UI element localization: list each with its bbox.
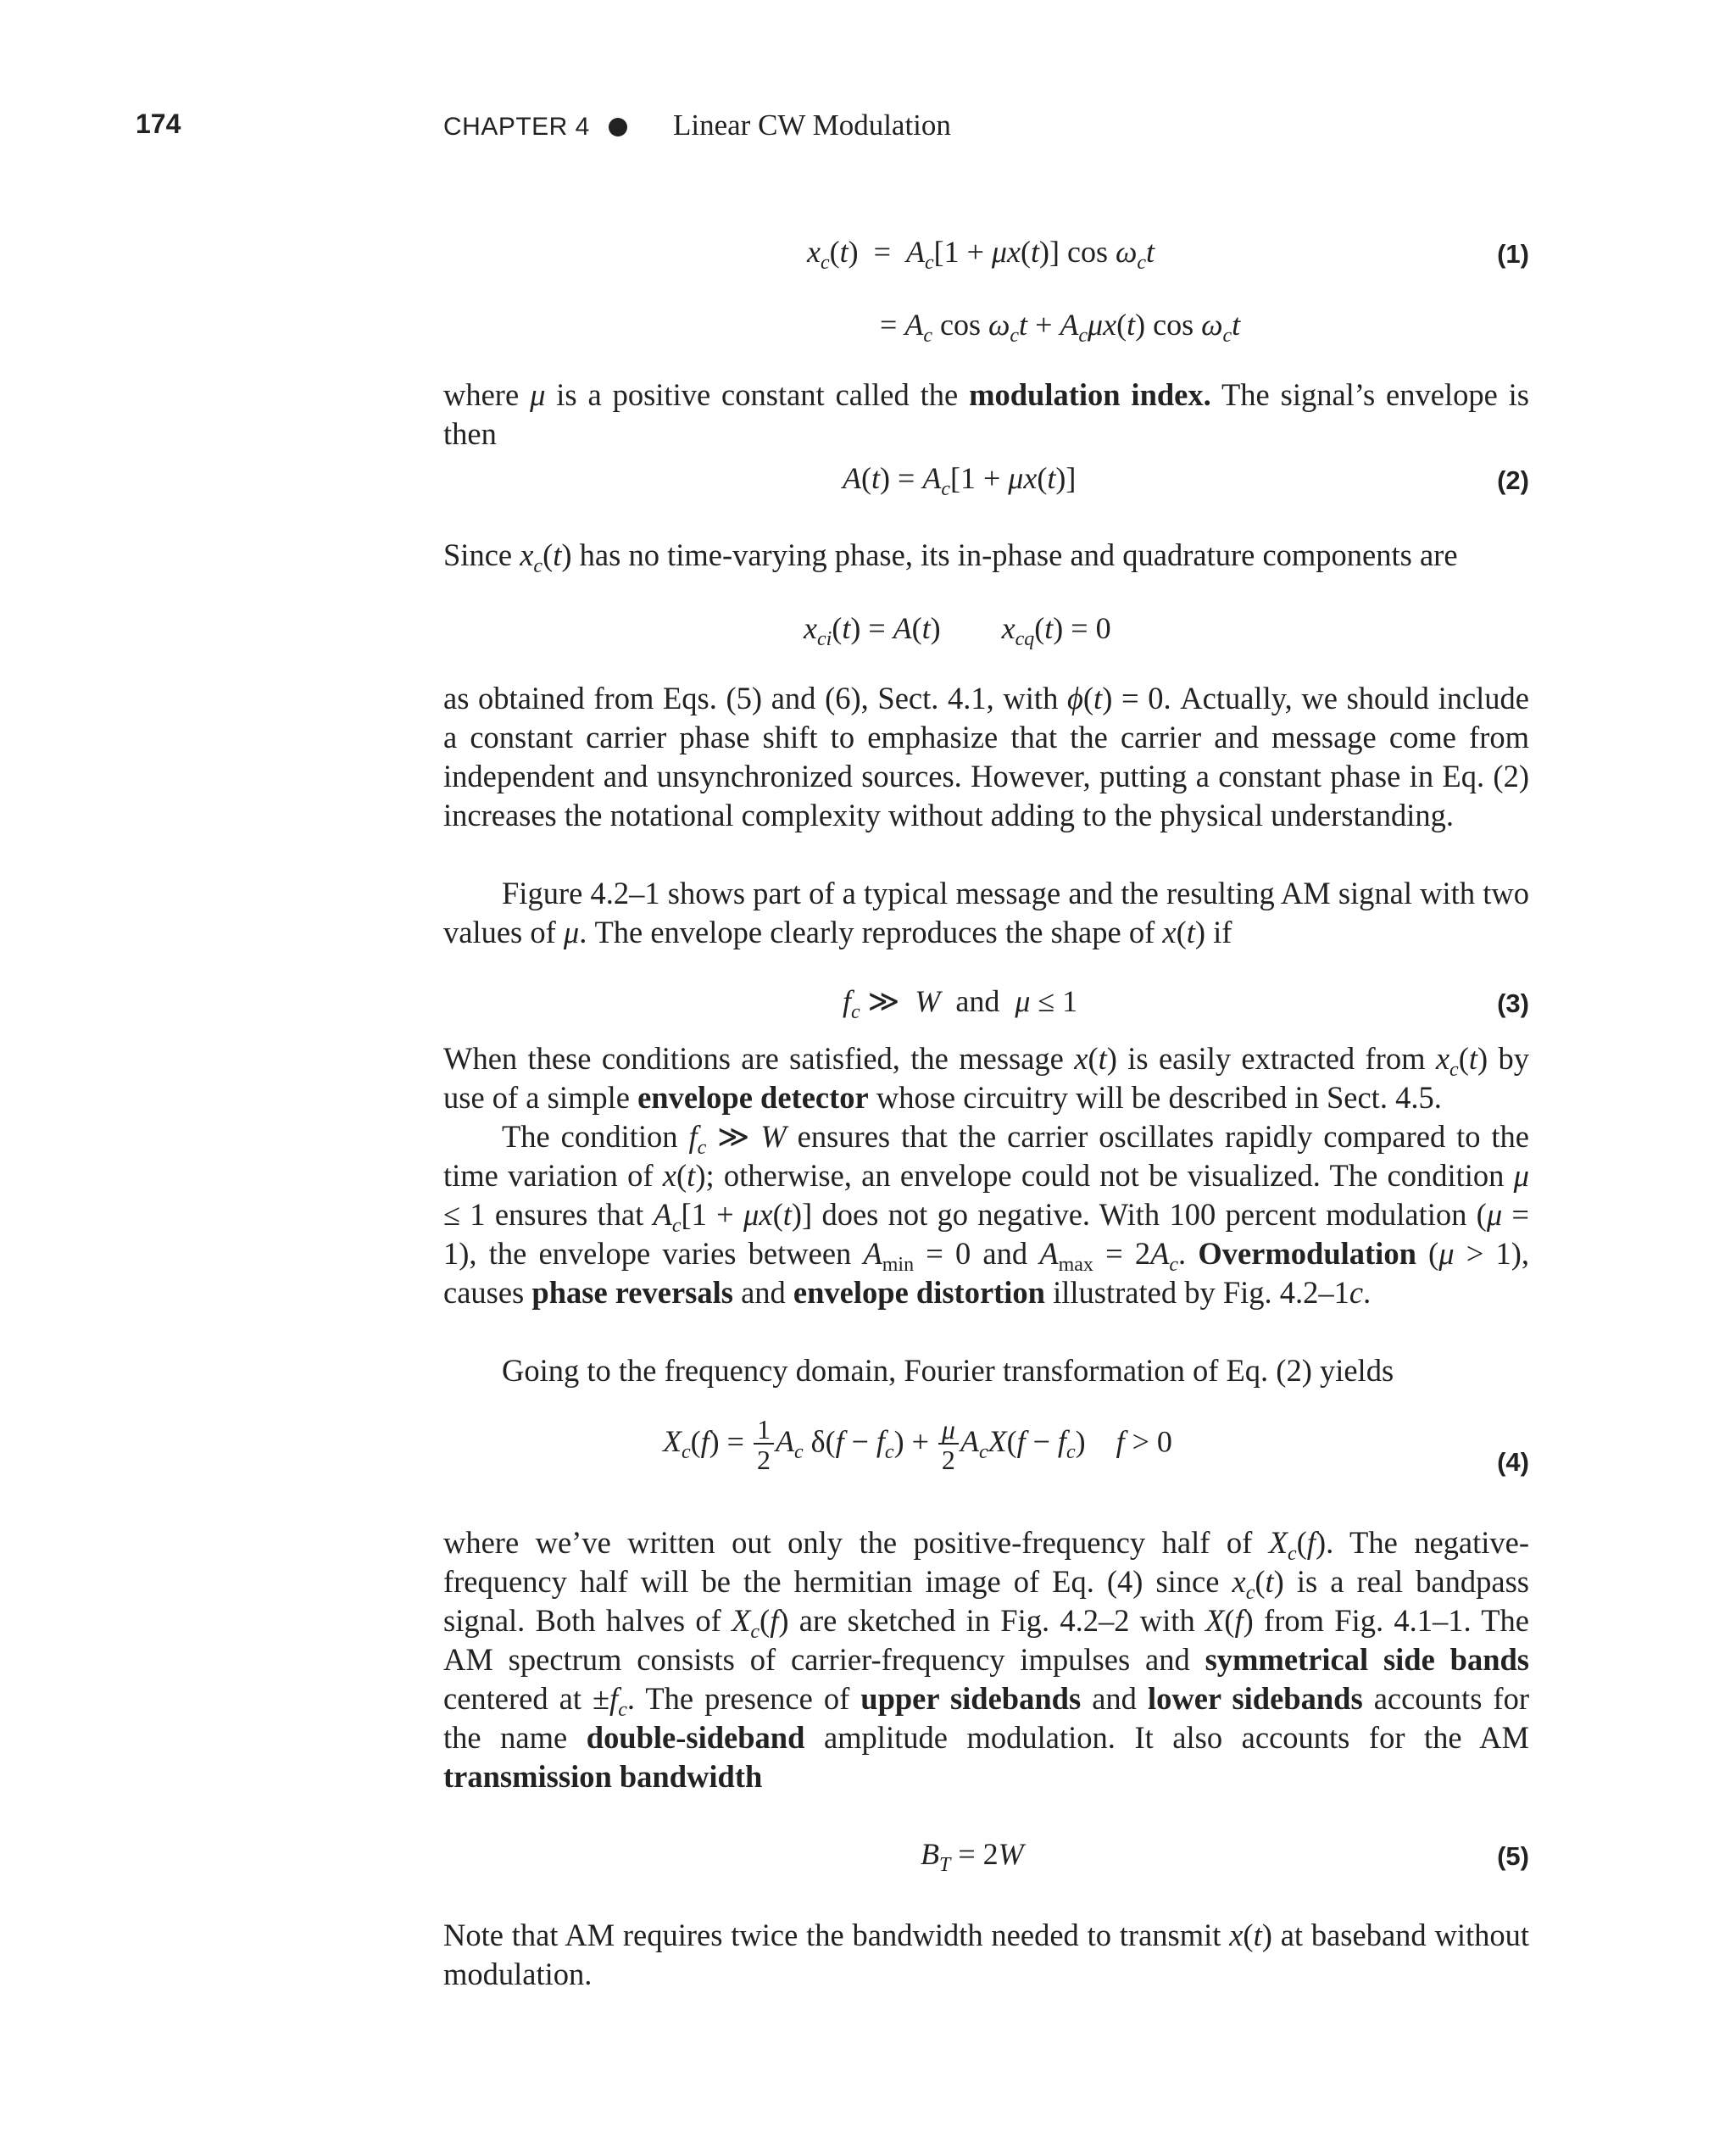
equation-4-number: (4): [1497, 1447, 1529, 1477]
equation-3: $f_c$ ≫ W and μ ≤ 1: [843, 984, 1078, 1023]
paragraph-overmodulation: The condition $f_c$ ≫ W ensures that the carrier oscillates rapidly compared to the time variation of x(t); otherwise, an envelope could not be visualized. The condition μ ≤ 1 ensures that $A_c[1 + \mu x(t)]$ does not go negative. With 100 percent modulation (μ = 1), the envelope varies between $A_{min} = 0$ and $A_{max} = 2A_c$. Overmodulation (μ > 1), causes phase reversals and envelope distortion illustrated by Fig. 4.2–1c.: [443, 1119, 1530, 1310]
equation-4: $X_c(f)$ = $\frac{1}{2}$ $A_c$ $\delta(f - f_c)$ + $\frac{\mu}{2}$ $A_cX(f - f_c)$ f > 0: [663, 1414, 1172, 1475]
equation-1-line-2: = $A_c$ $\cos \omega_ct + A_c\mu x(t)$ $\cos \omega_ct$: [880, 308, 1241, 347]
chapter-title: Linear CW Modulation: [673, 109, 951, 142]
paragraph-carrier-phase: as obtained from Eqs. (5) and (6), Sect. 4.1, with ϕ(t) = 0. Actually, we should include a constant carrier phase shift to emphasize that the carrier and message come from independent and unsynchronized sources. However, putting a constant phase in Eq. (2) increases the notational complexity without adding to the physical understanding.: [443, 681, 1530, 832]
page-number: 174: [136, 109, 181, 139]
paragraph-modulation-index: where μ is a positive constant called the modulation index. The signal’s envelope is then: [443, 377, 1530, 451]
paragraph-am-spectrum: where we’ve written out only the positive-frequency half of $X_c(f)$. The negative-frequency half will be the hermitian image of Eq. (4) since $x_c(t)$ is a real bandpass signal. Both halves of $X_c(f)$ are sketched in Fig. 4.2–2 with X(f) from Fig. 4.1–1. The AM spectrum consists of carrier-frequency impulses and symmetrical side bands centered at $\pm f_c$. The presence of upper sidebands and lower sidebands accounts for the name double-sideband amplitude modulation. It also accounts for the AM transmission bandwidth: [443, 1525, 1530, 1794]
equation-2: $A(t) = A_c[1 + \mu x(t)]$: [843, 461, 1077, 500]
paragraph-envelope-detector: When these conditions are satisfied, the message x(t) is easily extracted from $x_c(t)$ by use of a simple envelope detector whose circuitry will be described in Sect. 4.5.: [443, 1041, 1530, 1115]
paragraph-bandwidth-note: Note that AM requires twice the bandwidth needed to transmit x(t) at baseband without modulation.: [443, 1918, 1529, 1991]
fraction-one-half: $\frac{1}{2}$: [754, 1416, 774, 1473]
equation-5: $B_T = 2W$: [921, 1837, 1024, 1876]
bullet-separator: [609, 118, 627, 136]
chapter-label: CHAPTER 4: [443, 113, 590, 141]
equation-1-number: (1): [1497, 239, 1529, 269]
equation-5-number: (5): [1497, 1841, 1529, 1871]
equation-inphase-quadrature: $x_{ci}(t) = A(t)$ $x_{cq}(t) = 0$: [804, 611, 1111, 650]
equation-1-line-1: $x_c(t) = A_c[1 + \mu x(t)]$ $\cos \omega_ct$: [807, 235, 1155, 274]
paragraph-figure-reference: Figure 4.2–1 shows part of a typical message and the resulting AM signal with two values of μ. The envelope clearly reproduces the shape of x(t) if: [443, 876, 1529, 949]
equation-3-number: (3): [1497, 988, 1529, 1018]
paragraph-frequency-domain: Going to the frequency domain, Fourier transformation of Eq. (2) yields: [502, 1353, 1394, 1388]
paragraph-phase-components: Since $x_c(t)$ has no time-varying phase, its in-phase and quadrature components are: [443, 537, 1458, 577]
fraction-mu-half: $\frac{\mu}{2}$: [938, 1416, 959, 1473]
equation-2-number: (2): [1497, 465, 1529, 495]
